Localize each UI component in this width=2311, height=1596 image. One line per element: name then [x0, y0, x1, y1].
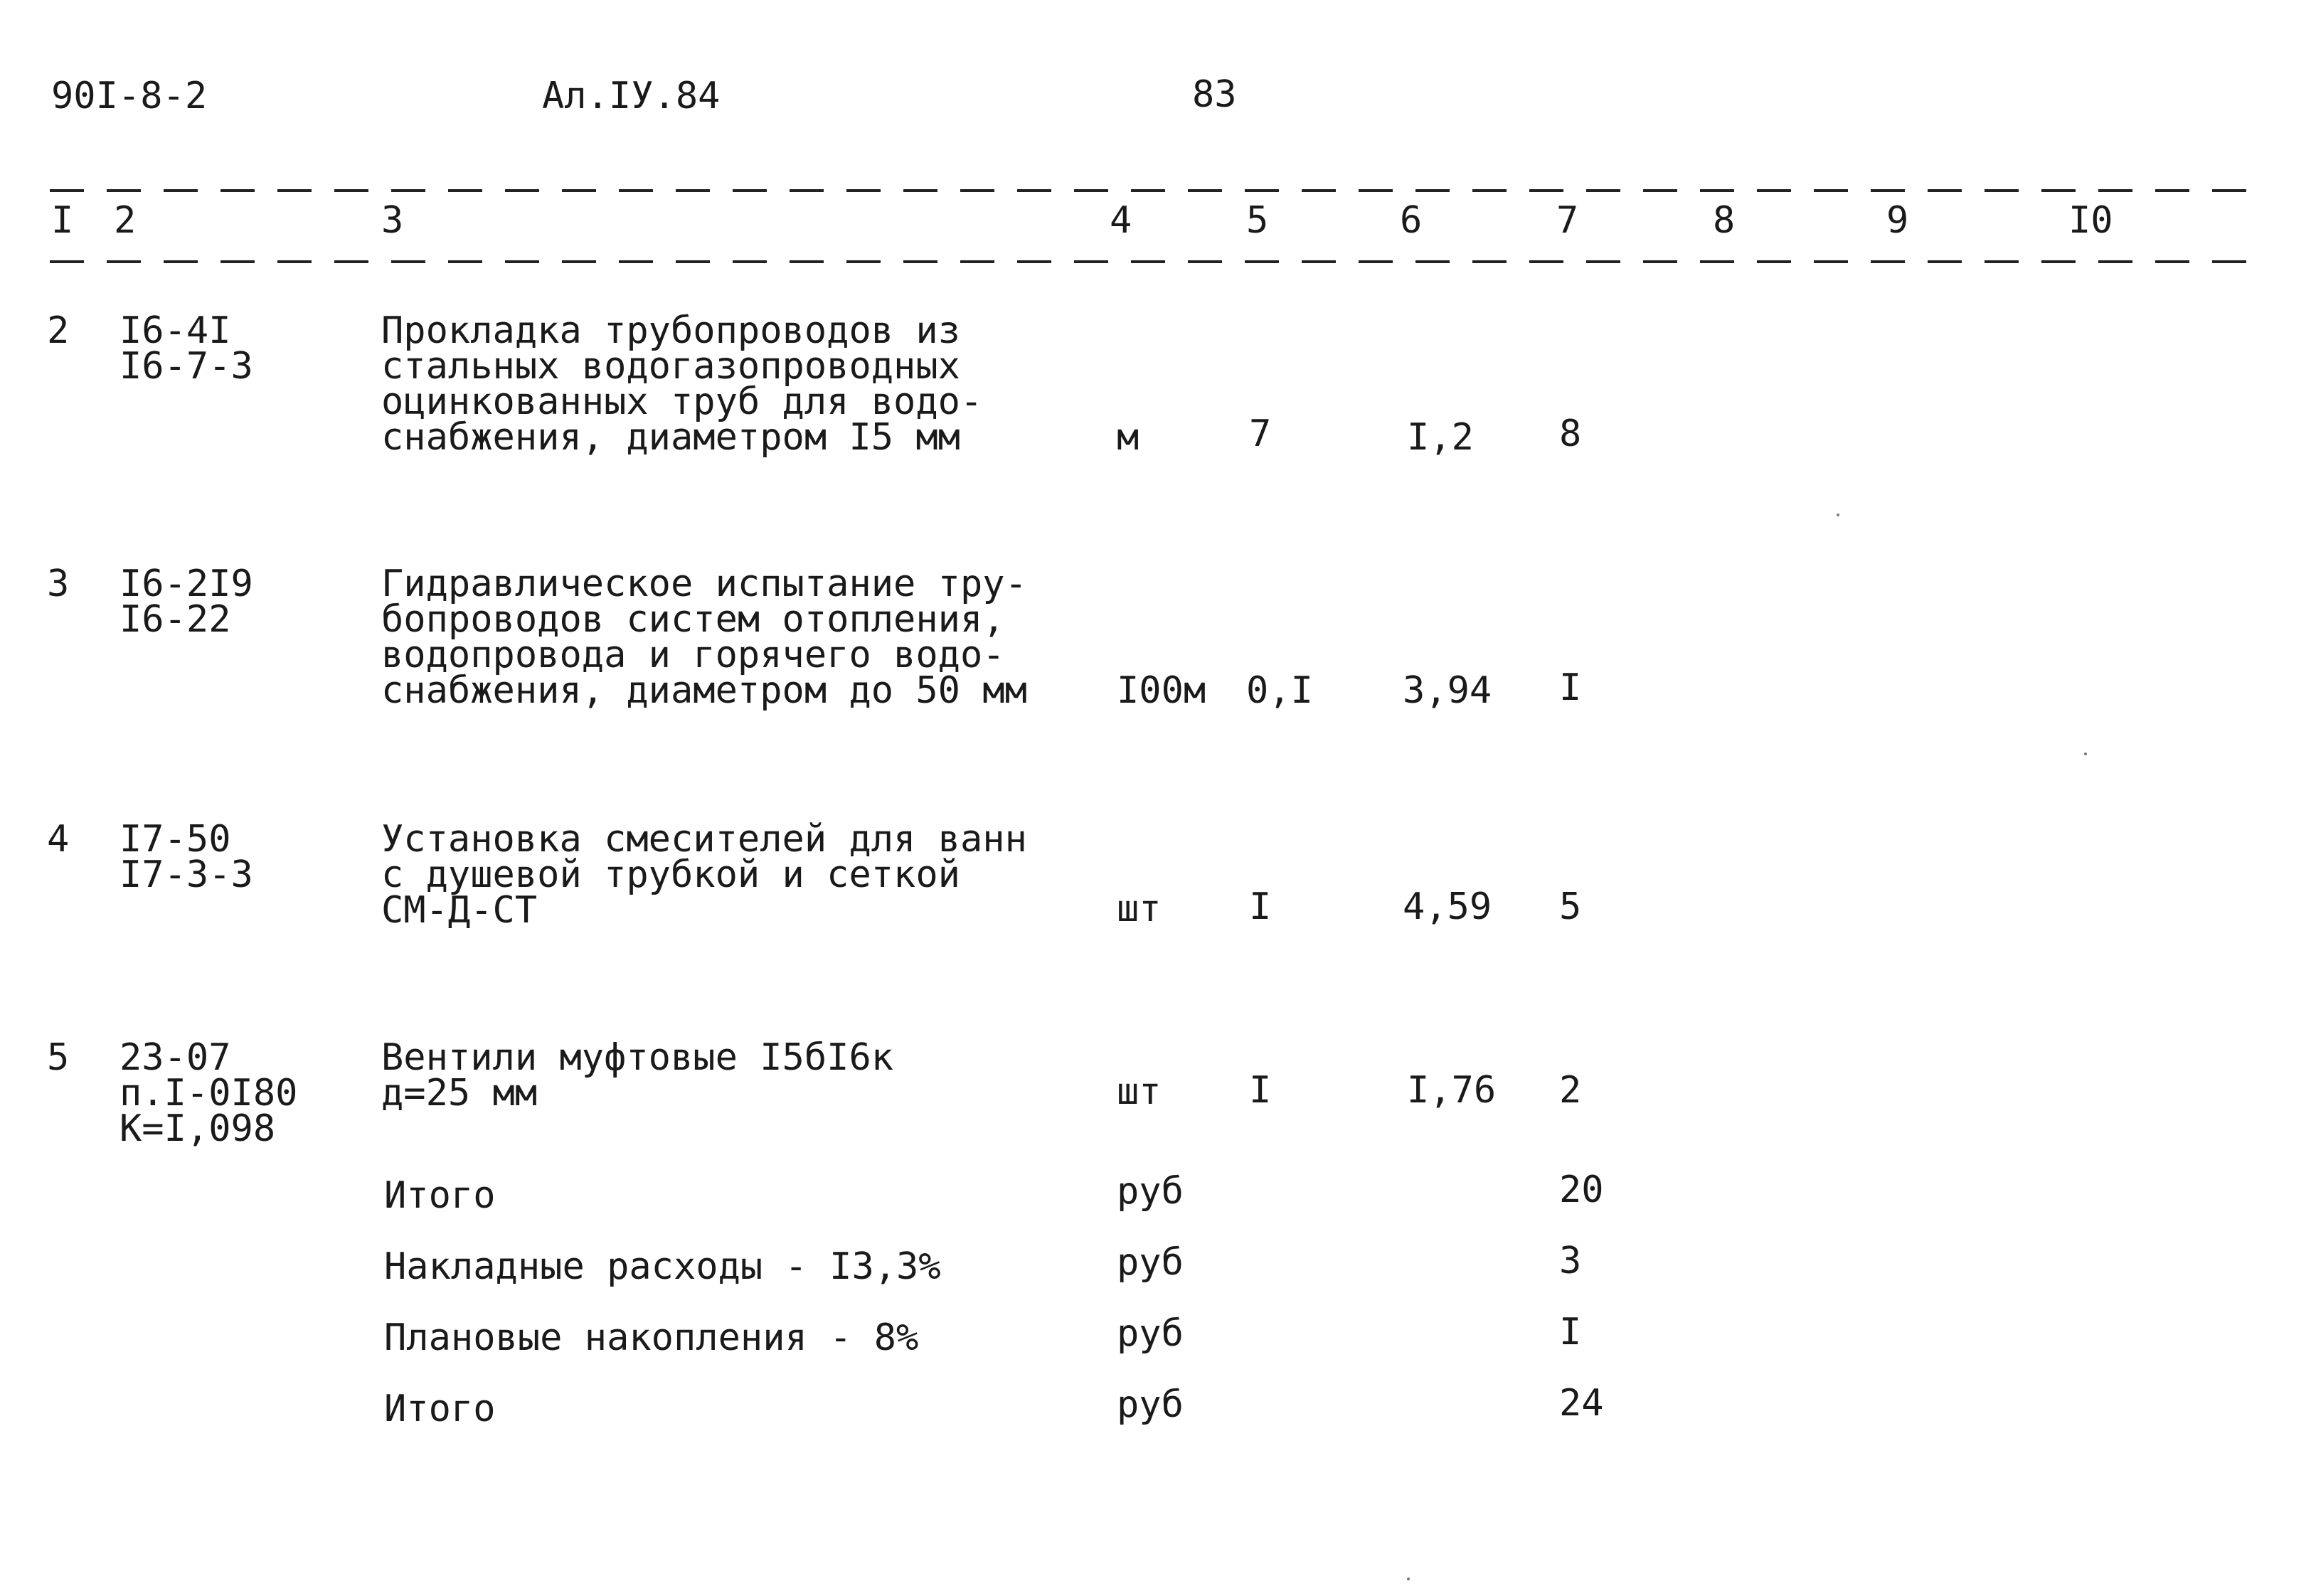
- row-quantity: I: [1249, 1069, 1272, 1112]
- row-total: 2: [1559, 1069, 1582, 1112]
- row-quantity: I: [1249, 885, 1272, 928]
- row-unit: I00м: [1117, 669, 1206, 712]
- summary-unit: руб: [1117, 1383, 1184, 1426]
- column-header-3: 3: [381, 199, 404, 242]
- row-description: Вентили муфтовые I5бI6к д=25 мм: [381, 1036, 894, 1114]
- row-unit: м: [1117, 416, 1139, 459]
- scan-speck: [1837, 514, 1839, 516]
- row-description: Установка смесителей для ванн с душевой трубкой и сеткой СМ-Д-СТ: [381, 818, 1027, 932]
- row-total: I: [1559, 666, 1582, 709]
- summary-unit: руб: [1117, 1170, 1184, 1213]
- row-description: Гидравлическое испытание тру- бопроводов систем отопления, водопровода и горячего водо- снабжения, диаметром до 50 мм: [381, 563, 1027, 712]
- summary-unit: руб: [1117, 1241, 1184, 1284]
- summary-label: Итого: [384, 1174, 496, 1217]
- row-number: 3: [47, 563, 70, 605]
- row-quantity: 7: [1249, 413, 1272, 455]
- row-unit: шт: [1117, 888, 1162, 930]
- row-number: 2: [47, 309, 70, 352]
- row-number: 5: [47, 1036, 70, 1079]
- document-code: 90I-8-2: [51, 75, 208, 117]
- album-reference: Ал.IУ.84: [542, 75, 721, 117]
- column-header-8: 8: [1713, 199, 1736, 242]
- summary-label: Плановые накопления - 8%: [384, 1316, 919, 1359]
- row-description: Прокладка трубопроводов из стальных водогазопроводных оцинкованных труб для водо- снабжения, диаметром I5 мм: [381, 309, 983, 459]
- row-unit: шт: [1117, 1070, 1162, 1113]
- column-header-1: I: [51, 199, 74, 242]
- page-number: 83: [1192, 73, 1237, 116]
- row-quantity: 0,I: [1246, 669, 1313, 712]
- row-code: I6-2I9 I6-22: [119, 563, 253, 641]
- column-header-9: 9: [1886, 199, 1909, 242]
- scan-speck: [2084, 752, 2087, 755]
- summary-value: 24: [1559, 1382, 1604, 1425]
- column-header-10: I0: [2068, 199, 2113, 242]
- row-price: I,2: [1407, 416, 1474, 459]
- row-price: 3,94: [1403, 669, 1492, 712]
- summary-value: 3: [1559, 1240, 1582, 1282]
- row-price: I,76: [1407, 1069, 1497, 1112]
- summary-label: Накладные расходы - I3,3%: [384, 1245, 941, 1288]
- row-code: I6-4I I6-7-3: [119, 309, 253, 388]
- column-header-4: 4: [1110, 199, 1132, 242]
- summary-value: 20: [1559, 1169, 1604, 1211]
- summary-label: Итого: [384, 1388, 496, 1430]
- row-code: 23-07 п.I-0I80 К=I,098: [119, 1036, 298, 1150]
- column-header-2: 2: [114, 199, 137, 242]
- summary-unit: руб: [1117, 1312, 1184, 1355]
- column-header-6: 6: [1400, 199, 1423, 242]
- row-number: 4: [47, 818, 70, 861]
- column-header-7: 7: [1556, 199, 1579, 242]
- header-bottom-rule: [50, 260, 2258, 263]
- row-price: 4,59: [1403, 885, 1492, 928]
- column-header-5: 5: [1246, 199, 1269, 242]
- row-total: 5: [1559, 885, 1582, 928]
- row-total: 8: [1559, 413, 1582, 455]
- summary-value: I: [1559, 1311, 1582, 1353]
- scan-speck: [1407, 1578, 1410, 1580]
- row-code: I7-50 I7-3-3: [119, 818, 253, 896]
- header-top-rule: [50, 189, 2258, 192]
